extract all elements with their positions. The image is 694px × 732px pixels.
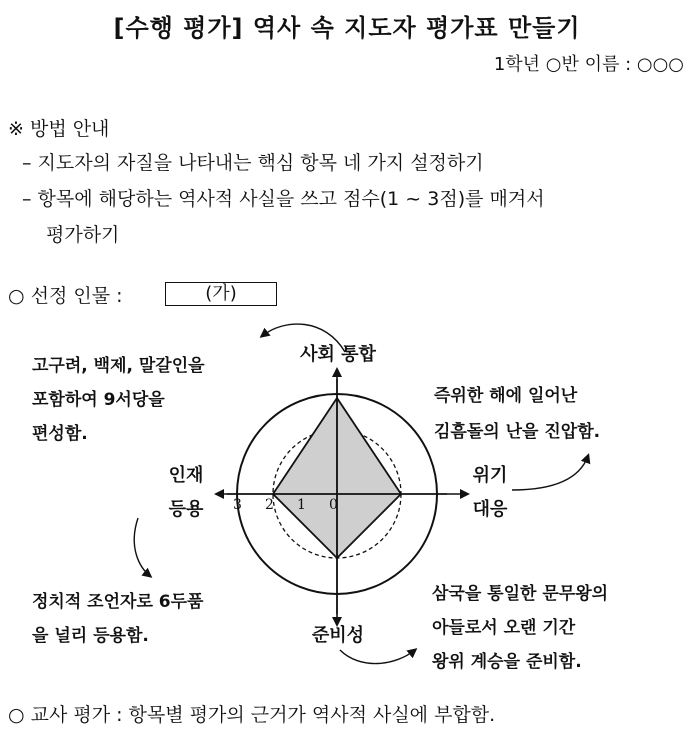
arrow-talent-to-note — [134, 518, 150, 576]
note-social-2: 포함하여 9서당을 — [32, 390, 165, 410]
teacher-evaluation: ○ 교사 평가 : 항목별 평가의 근거가 역사적 사실에 부합함. — [8, 704, 496, 726]
method-item-2: – 항목에 해당하는 역사적 사실을 쓰고 점수(1 ~ 3점)를 매겨서 — [22, 188, 545, 210]
page-title: [수행 평가] 역사 속 지도자 평가표 만들기 — [113, 14, 581, 42]
student-info: 1학년 ○반 이름 : ○○○ — [493, 54, 684, 75]
method-heading: ※ 방법 안내 — [8, 118, 110, 140]
note-readiness-2: 아들로서 오랜 기간 — [432, 618, 576, 638]
arrow-crisis-to-note — [512, 456, 588, 490]
axis-label-social-integration: 사회 통합 — [300, 344, 376, 365]
axis-label-crisis-1: 위기 — [472, 465, 508, 486]
scale-label-1: 1 — [297, 497, 306, 513]
arrow-readiness-to-note — [340, 650, 415, 664]
scale-label-0: 0 — [329, 497, 338, 513]
axis-label-readiness: 준비성 — [311, 625, 365, 646]
note-social-1: 고구려, 백제, 말갈인을 — [32, 356, 205, 376]
axis-label-talent-1: 인재 — [168, 465, 204, 486]
method-item-1: – 지도자의 자질을 나타내는 핵심 항목 네 가지 설정하기 — [22, 152, 484, 174]
note-readiness-1: 삼국을 통일한 문무왕의 — [432, 584, 609, 604]
note-readiness-3: 왕위 계승을 준비함. — [432, 652, 582, 672]
note-crisis-1: 즉위한 해에 일어난 — [434, 386, 578, 406]
note-talent-2: 을 널리 등용함. — [32, 626, 149, 646]
scale-label-2: 2 — [265, 497, 274, 513]
method-item-2-cont: 평가하기 — [46, 224, 120, 246]
axis-label-talent-2: 등용 — [168, 499, 204, 520]
selected-person-box: (가) — [165, 282, 277, 306]
scale-label-3: 3 — [233, 497, 242, 513]
note-social-3: 편성함. — [32, 424, 88, 444]
note-talent-1: 정치적 조언자로 6두품 — [32, 592, 204, 612]
note-crisis-2: 김흠돌의 난을 진압함. — [434, 422, 601, 442]
selected-person-label: ○ 선정 인물 : — [8, 285, 123, 307]
axis-label-crisis-2: 대응 — [472, 499, 508, 520]
